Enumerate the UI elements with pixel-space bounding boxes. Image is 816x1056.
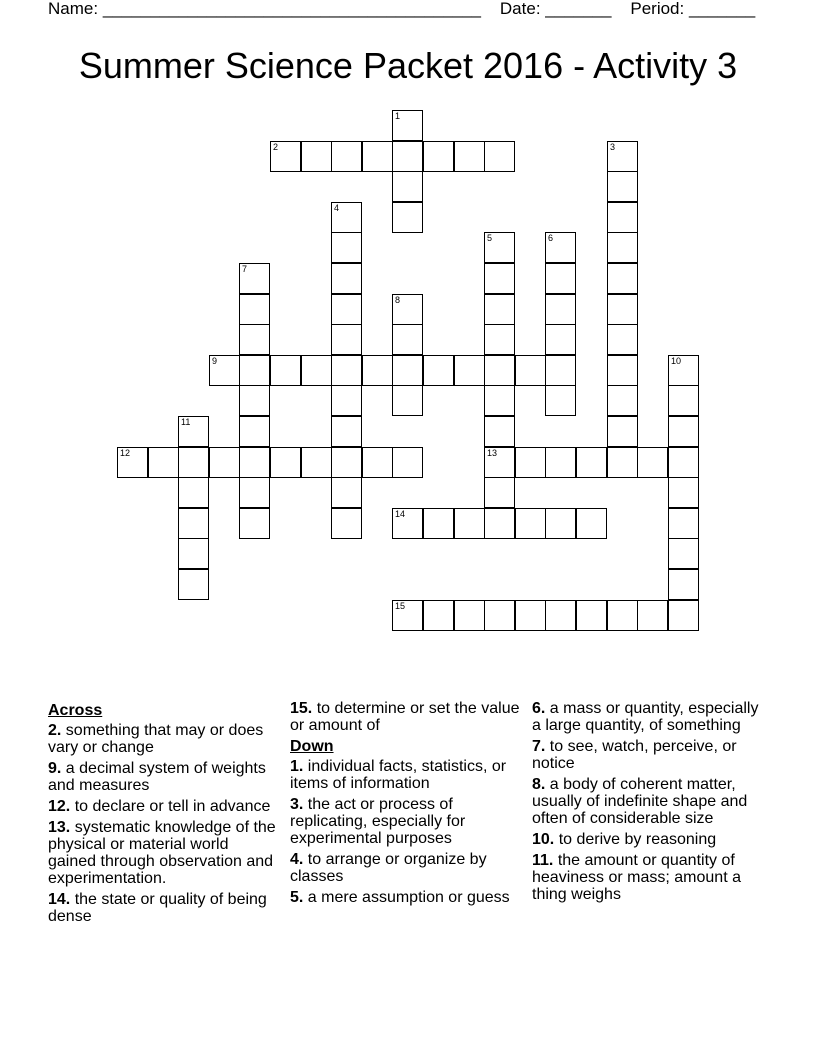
clue-number-label: 13 — [487, 448, 498, 458]
crossword-cell[interactable] — [454, 508, 485, 539]
crossword-cell[interactable] — [239, 447, 270, 478]
crossword-cell[interactable] — [484, 447, 515, 478]
crossword-cell[interactable] — [484, 232, 515, 263]
clue-down-3 — [290, 796, 522, 847]
crossword-cell[interactable] — [545, 232, 576, 263]
crossword-cell[interactable] — [270, 355, 301, 386]
crossword-cell[interactable] — [362, 447, 393, 478]
clue-across-15 — [290, 700, 522, 734]
clue-number: 1. — [290, 758, 304, 775]
date-blank[interactable]: _______ — [545, 0, 612, 18]
clue-number: 4. — [290, 851, 304, 868]
clue-number: 7. — [532, 738, 546, 755]
crossword-cell[interactable] — [362, 355, 393, 386]
crossword-cell[interactable] — [454, 600, 485, 631]
crossword-cell[interactable] — [668, 385, 699, 416]
crossword-cell[interactable] — [392, 110, 423, 141]
clue-number-label: 10 — [671, 356, 682, 366]
crossword-cell[interactable] — [178, 416, 209, 447]
crossword-cell[interactable] — [392, 202, 423, 233]
crossword-cell[interactable] — [484, 141, 515, 172]
crossword-cell[interactable] — [607, 263, 638, 294]
crossword-cell[interactable] — [668, 416, 699, 447]
crossword-cell[interactable] — [668, 508, 699, 539]
clue-down-1 — [290, 758, 522, 792]
crossword-cell[interactable] — [178, 477, 209, 508]
period-blank[interactable]: _______ — [688, 0, 756, 18]
clue-number-label: 5 — [487, 233, 493, 243]
name-blank[interactable]: ________________________________________ — [102, 0, 481, 18]
crossword-cell[interactable] — [331, 477, 362, 508]
crossword-cell[interactable] — [239, 263, 270, 294]
crossword-cell[interactable] — [331, 294, 362, 325]
crossword-cell[interactable] — [392, 294, 423, 325]
crossword-cell[interactable] — [392, 171, 423, 202]
crossword-cell[interactable] — [607, 141, 638, 172]
clue-number-label: 4 — [334, 203, 340, 213]
crossword-cell[interactable] — [239, 324, 270, 355]
crossword-cell[interactable] — [607, 355, 638, 386]
crossword-cell[interactable] — [484, 294, 515, 325]
clue-number: 5. — [290, 889, 304, 906]
crossword-cell[interactable] — [515, 447, 546, 478]
crossword-cell[interactable] — [178, 569, 209, 600]
crossword-cell[interactable] — [209, 355, 240, 386]
clue-text: a mass or quantity, especially a large quantity, of something — [532, 700, 759, 734]
crossword-cell[interactable] — [331, 416, 362, 447]
crossword-cell[interactable] — [484, 477, 515, 508]
clue-number: 12. — [48, 798, 71, 815]
clue-down-6 — [532, 700, 764, 734]
crossword-cell[interactable] — [239, 355, 270, 386]
clue-text: a body of coherent matter, usually of indefinite shape and often of considerable size — [532, 776, 748, 827]
clue-across-12 — [48, 798, 280, 815]
clue-across-14 — [48, 891, 280, 925]
clue-down-5 — [290, 889, 522, 906]
clue-number-label: 8 — [395, 295, 401, 305]
crossword-cell[interactable] — [484, 416, 515, 447]
crossword-cell[interactable] — [148, 447, 179, 478]
crossword-cell[interactable] — [668, 447, 699, 478]
clue-number-label: 2 — [273, 142, 279, 152]
clue-text: a mere assumption or guess — [307, 889, 510, 906]
clue-number: 3. — [290, 796, 304, 813]
clue-text: a decimal system of weights and measures — [48, 760, 266, 794]
down-heading: Down — [290, 738, 334, 755]
crossword-cell[interactable] — [545, 355, 576, 386]
crossword-cell[interactable] — [668, 477, 699, 508]
crossword-cell[interactable] — [392, 508, 423, 539]
crossword-cell[interactable] — [607, 324, 638, 355]
crossword-cell[interactable] — [515, 508, 546, 539]
crossword-cell[interactable] — [331, 232, 362, 263]
clue-down-7 — [532, 738, 764, 772]
crossword-cell[interactable] — [331, 141, 362, 172]
clue-number-label: 7 — [242, 264, 248, 274]
crossword-cell[interactable] — [331, 355, 362, 386]
date-label: Date: — [499, 0, 541, 18]
crossword-cell[interactable] — [545, 263, 576, 294]
clue-number-label: 14 — [395, 509, 406, 519]
crossword-cell[interactable] — [270, 447, 301, 478]
crossword-cell[interactable] — [607, 385, 638, 416]
crossword-cell[interactable] — [454, 141, 485, 172]
crossword-cell[interactable] — [637, 600, 668, 631]
clue-down-8 — [532, 776, 764, 827]
crossword-cell[interactable] — [484, 324, 515, 355]
clue-text: systematic knowledge of the physical or material world gained through observation and experimentation. — [48, 819, 276, 887]
crossword-cell[interactable] — [607, 416, 638, 447]
clue-text: the act or process of replicating, especially for experimental purposes — [290, 796, 466, 847]
clue-text: to declare or tell in advance — [74, 798, 271, 815]
clue-text: the state or quality of being dense — [48, 891, 267, 925]
clues-column-2 — [290, 700, 522, 910]
crossword-cell[interactable] — [301, 141, 332, 172]
crossword-cell[interactable] — [392, 600, 423, 631]
crossword-cell[interactable] — [331, 508, 362, 539]
crossword-cell[interactable] — [484, 385, 515, 416]
page-title: Summer Science Packet 2016 - Activity 3 — [78, 45, 738, 86]
crossword-cell[interactable] — [545, 294, 576, 325]
clue-number: 6. — [532, 700, 546, 717]
crossword-cell[interactable] — [117, 447, 148, 478]
crossword-cell[interactable] — [484, 508, 515, 539]
crossword-cell[interactable] — [607, 171, 638, 202]
crossword-cell[interactable] — [331, 324, 362, 355]
crossword-cell[interactable] — [668, 569, 699, 600]
crossword-cell[interactable] — [362, 141, 393, 172]
crossword-cell[interactable] — [607, 447, 638, 478]
crossword-cell[interactable] — [178, 447, 209, 478]
crossword-cell[interactable] — [545, 324, 576, 355]
crossword-cell[interactable] — [392, 447, 423, 478]
crossword-cell[interactable] — [484, 263, 515, 294]
clue-down-4 — [290, 851, 522, 885]
crossword-cell[interactable] — [423, 141, 454, 172]
clue-number-label: 1 — [395, 111, 401, 121]
clue-number: 13. — [48, 819, 71, 836]
name-label: Name: — [48, 0, 99, 18]
crossword-cell[interactable] — [239, 416, 270, 447]
crossword-cell[interactable] — [545, 385, 576, 416]
clue-number-label: 6 — [548, 233, 554, 243]
crossword-cell[interactable] — [301, 447, 332, 478]
crossword-cell[interactable] — [576, 447, 607, 478]
clue-number-label: 9 — [212, 356, 218, 366]
crossword-cell[interactable] — [270, 141, 301, 172]
crossword-cell[interactable] — [423, 508, 454, 539]
clues-column-1 — [48, 700, 280, 929]
crossword-cell[interactable] — [209, 447, 240, 478]
clue-text: to determine or set the value or amount of — [290, 700, 520, 734]
crossword-cell[interactable] — [392, 324, 423, 355]
crossword-cell[interactable] — [392, 141, 423, 172]
clue-number: 9. — [48, 760, 62, 777]
clue-across-9 — [48, 760, 280, 794]
clue-number: 11. — [532, 852, 554, 869]
clue-number-label: 11 — [181, 417, 191, 427]
crossword-cell[interactable] — [607, 232, 638, 263]
crossword-cell[interactable] — [239, 294, 270, 325]
crossword-cell[interactable] — [239, 508, 270, 539]
crossword-cell[interactable] — [331, 447, 362, 478]
clue-text: something that may or does vary or change — [48, 722, 264, 756]
clue-down-10 — [532, 831, 764, 848]
crossword-cell[interactable] — [607, 202, 638, 233]
crossword-cell[interactable] — [607, 294, 638, 325]
crossword-cell[interactable] — [668, 538, 699, 569]
clue-across-13 — [48, 819, 280, 887]
clues-column-3 — [532, 700, 764, 907]
period-label: Period: — [630, 0, 685, 18]
crossword-cell[interactable] — [484, 355, 515, 386]
crossword-cell[interactable] — [331, 263, 362, 294]
clue-down-11 — [532, 852, 764, 903]
crossword-cell[interactable] — [392, 385, 423, 416]
clue-text: to derive by reasoning — [558, 831, 717, 848]
crossword-cell[interactable] — [331, 202, 362, 233]
clue-text: to arrange or organize by classes — [290, 851, 487, 885]
clue-text: individual facts, statistics, or items of information — [290, 758, 507, 792]
crossword-cell[interactable] — [545, 600, 576, 631]
clue-number: 8. — [532, 776, 546, 793]
across-heading: Across — [48, 702, 103, 719]
clue-text: the amount or quantity of heaviness or mass; amount a thing weighs — [532, 852, 741, 903]
crossword-cell[interactable] — [545, 508, 576, 539]
crossword-cell[interactable] — [576, 508, 607, 539]
crossword-cell[interactable] — [545, 447, 576, 478]
crossword-cell[interactable] — [515, 355, 546, 386]
crossword-cell[interactable] — [423, 600, 454, 631]
crossword-cell[interactable] — [668, 600, 699, 631]
clue-number-label: 12 — [120, 448, 131, 458]
clue-across-2 — [48, 722, 280, 756]
clue-number: 10. — [532, 831, 555, 848]
crossword-cell[interactable] — [392, 355, 423, 386]
crossword-cell[interactable] — [607, 600, 638, 631]
crossword-cell[interactable] — [178, 508, 209, 539]
clue-text: to see, watch, perceive, or notice — [532, 738, 737, 772]
crossword-cell[interactable] — [239, 385, 270, 416]
crossword-cell[interactable] — [637, 447, 668, 478]
crossword-cell[interactable] — [484, 600, 515, 631]
clue-number-label: 15 — [395, 601, 406, 611]
clue-number: 14. — [48, 891, 71, 908]
clue-number: 15. — [290, 700, 313, 717]
clue-number: 2. — [48, 722, 62, 739]
crossword-cell[interactable] — [423, 355, 454, 386]
crossword-cell[interactable] — [331, 385, 362, 416]
crossword-cell[interactable] — [454, 355, 485, 386]
crossword-cell[interactable] — [301, 355, 332, 386]
clue-number-label: 3 — [610, 142, 616, 152]
crossword-cell[interactable] — [515, 600, 546, 631]
crossword-cell[interactable] — [239, 477, 270, 508]
crossword-cell[interactable] — [668, 355, 699, 386]
crossword-cell[interactable] — [178, 538, 209, 569]
crossword-cell[interactable] — [576, 600, 607, 631]
